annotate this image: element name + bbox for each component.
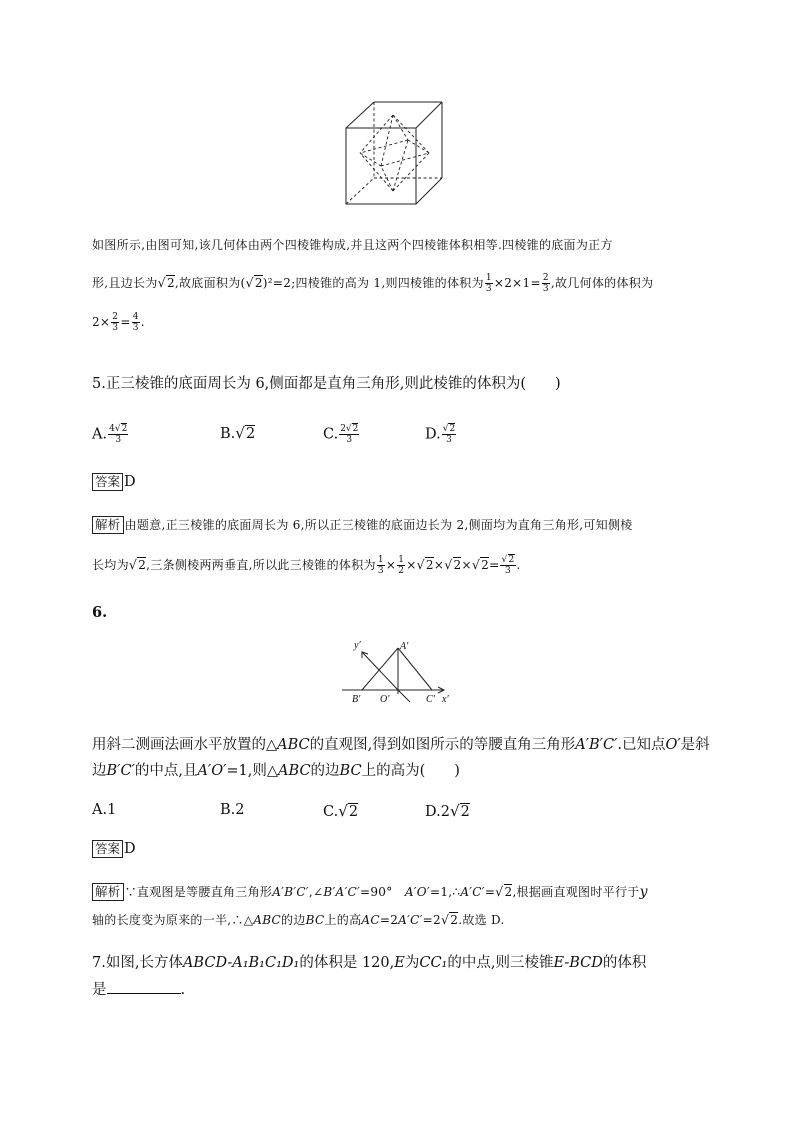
q5-answer: 答案 D bbox=[92, 473, 136, 491]
fraction: $\frac{2}{3}$ bbox=[112, 312, 119, 333]
oblique-triangle-figure bbox=[340, 636, 460, 708]
point-a-label: A′ bbox=[400, 641, 409, 652]
answer-tag: 答案 bbox=[92, 473, 123, 491]
q6-stem-line-2: 边B′C′的中点,且A′O′=1,则△ABC的边BC上的高为( ) bbox=[92, 763, 460, 779]
q6-option-d[interactable]: D.2√2 bbox=[425, 802, 470, 820]
q7-stem-line-2: 是 . bbox=[92, 982, 186, 998]
point-b-label: B′ bbox=[352, 694, 361, 705]
fraction: $\frac{2}{3}$ bbox=[542, 273, 549, 294]
solution-line-2: 形,且边长为√2,故底面积为(√2)²=2;四棱锥的高为 1,则四棱锥的体积为 $\frac{1}{3}$ ×2×1= $\frac{2}{3}$ ,故几何体的体积为 bbox=[92, 273, 654, 294]
cube-octahedron-figure bbox=[338, 96, 450, 214]
q6-answer: 答案 D bbox=[92, 840, 136, 858]
x-axis-label: x′ bbox=[442, 694, 449, 705]
answer-tag: 答案 bbox=[92, 840, 123, 858]
q5-option-c[interactable]: C. $\frac{2√2}{3}$ bbox=[323, 424, 359, 445]
q5-option-d[interactable]: D. $\frac{√2}{3}$ bbox=[425, 424, 456, 445]
q5-analysis-line-1: 解析 由题意,正三棱锥的底面周长为 6,所以正三棱锥的底面边长为 2,侧面均为直角三角形,可知侧棱 bbox=[92, 516, 633, 534]
q6-analysis-line-2: 轴的长度变为原来的一半,∴△ABC的边BC上的高AC=2A′C′=2√2.故选 D. bbox=[92, 912, 505, 927]
point-o-label: O′ bbox=[380, 694, 390, 705]
answer-blank[interactable] bbox=[107, 981, 181, 994]
point-c-label: C′ bbox=[426, 694, 435, 705]
fraction: $\frac{4}{3}$ bbox=[132, 312, 139, 333]
solution-line-3: 2× $\frac{2}{3}$ = $\frac{4}{3}$ . bbox=[92, 312, 145, 333]
q6-analysis-line-1: 解析 ∵直观图是等腰直角三角形A′B′C′,∠B′A′C′=90° A′O′=1,∴A′C′=√2,根据画直观图时平行于y bbox=[92, 883, 648, 901]
question-6-number: 6. bbox=[92, 604, 108, 621]
solution-line-1: 如图所示,由图可知,该几何体由两个四棱锥构成,并且这两个四棱锥体积相等.四棱锥的底面为正方 bbox=[92, 238, 613, 252]
question-5-stem: 5.正三棱锥的底面周长为 6,侧面都是直角三角形,则此棱锥的体积为( ) bbox=[92, 376, 561, 392]
y-axis-label: y′ bbox=[354, 640, 361, 651]
q5-option-b[interactable]: B.√2 bbox=[220, 424, 256, 442]
q7-stem-line-1: 7.如图,长方体ABCD-A₁B₁C₁D₁的体积是 120,E为CC₁的中点,则三棱锥E-BCD的体积 bbox=[92, 955, 647, 971]
q6-option-a[interactable]: A.1 bbox=[92, 802, 117, 818]
fraction: $\frac{1}{3}$ bbox=[485, 273, 492, 294]
q6-option-b[interactable]: B.2 bbox=[220, 802, 245, 818]
analysis-tag: 解析 bbox=[92, 516, 124, 534]
q5-analysis-line-2: 长均为√2,三条侧棱两两垂直,所以此三棱锥的体积为 $\frac{1}{3}$ × $\frac{1}{2}$ ×√2×√2×√2= $\frac{√2}{3}$ . bbox=[92, 555, 521, 576]
q6-stem-line-1: 用斜二测画法画水平放置的△ABC的直观图,得到如图所示的等腰直角三角形A′B′C′.已知点O′是斜 bbox=[92, 737, 710, 753]
analysis-tag: 解析 bbox=[92, 883, 124, 901]
q6-option-c[interactable]: C.√2 bbox=[323, 802, 359, 820]
q5-option-a[interactable]: A. $\frac{4√2}{3}$ bbox=[92, 424, 128, 445]
